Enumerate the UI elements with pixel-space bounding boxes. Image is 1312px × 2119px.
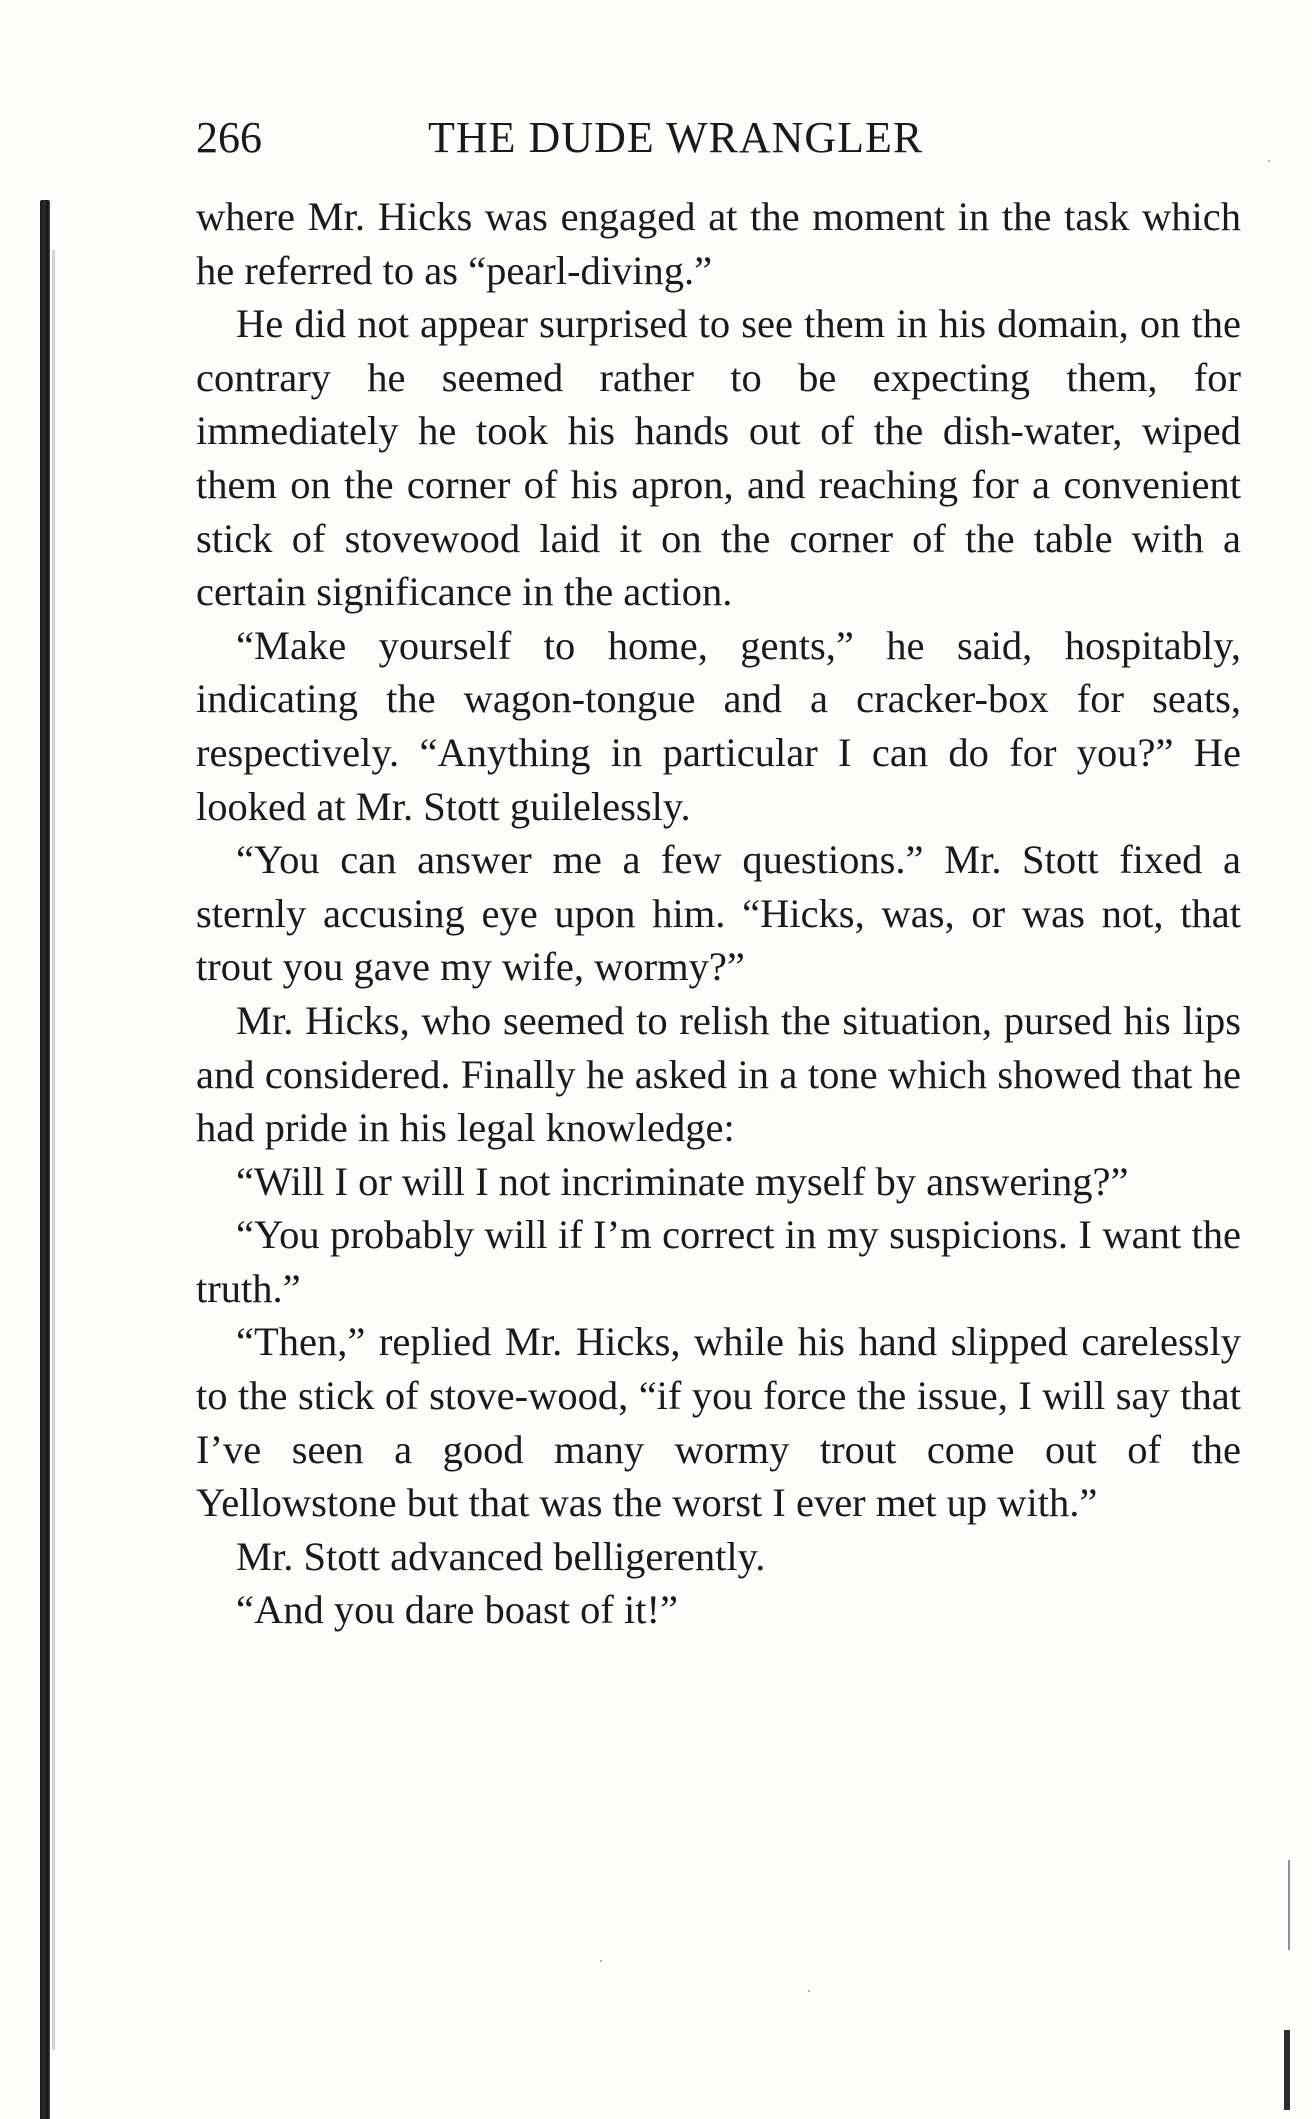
binding-inner-shadow — [52, 250, 55, 2050]
paper-speck — [808, 1990, 810, 1992]
book-title: THE DUDE WRANGLER — [428, 113, 924, 162]
paper-speck — [600, 1960, 602, 1962]
paragraph: Mr. Hicks, who seemed to relish the situation, pursed his lips and considered. Finally he asked in a tone which showed that he had pride in his legal knowledge: — [196, 997, 1241, 1151]
paragraph: “Then,” replied Mr. Hicks, while his hand slipped carelessly to the stick of stove-wood, “if you force the issue, I will say that I’ve seen a good many wormy trout come out of the Yellowstone but that was the worst I ever met up with.” — [196, 1319, 1241, 1526]
page-number: 266 — [196, 113, 262, 162]
paragraph: “Will I or will I not incriminate myself by answering?” — [236, 1158, 1129, 1204]
right-edge-mark — [1284, 2030, 1290, 2110]
running-head — [196, 112, 1256, 172]
paragraph: He did not appear surprised to see them in his domain, on the contrary he seemed rather to be expecting them, for immediately he took his hands out of the dish-water, wiped them on the corner of his apron, and reaching for a convenient stick of stovewood laid it on the corner of the table with a certain significance in the action. — [196, 301, 1241, 615]
paragraph: “Make yourself to home, gents,” he said, hospitably, indicating the wagon-tongue and a cracker-box for seats, respectively. “Anything in particular I can do for you?” He looked at Mr. Stott guilelessly. — [196, 622, 1241, 829]
paper-speck — [1268, 160, 1270, 162]
paragraph: where Mr. Hicks was engaged at the moment in the task which he referred to as “pearl-diving.” — [196, 194, 1241, 293]
paragraph: Mr. Stott advanced belligerently. — [236, 1533, 766, 1579]
right-edge-mark — [1288, 1860, 1290, 1950]
paragraph: “You probably will if I’m correct in my suspicions. I want the truth.” — [196, 1212, 1241, 1311]
paragraph: “And you dare boast of it!” — [236, 1587, 678, 1633]
paragraph: “You can answer me a few questions.” Mr. Stott fixed a sternly accusing eye upon him. “Hicks, was, or was not, that trout you gave my wife, wormy?” — [196, 837, 1241, 990]
body-text — [196, 190, 1241, 1637]
binding-edge-shadow — [40, 200, 50, 2119]
